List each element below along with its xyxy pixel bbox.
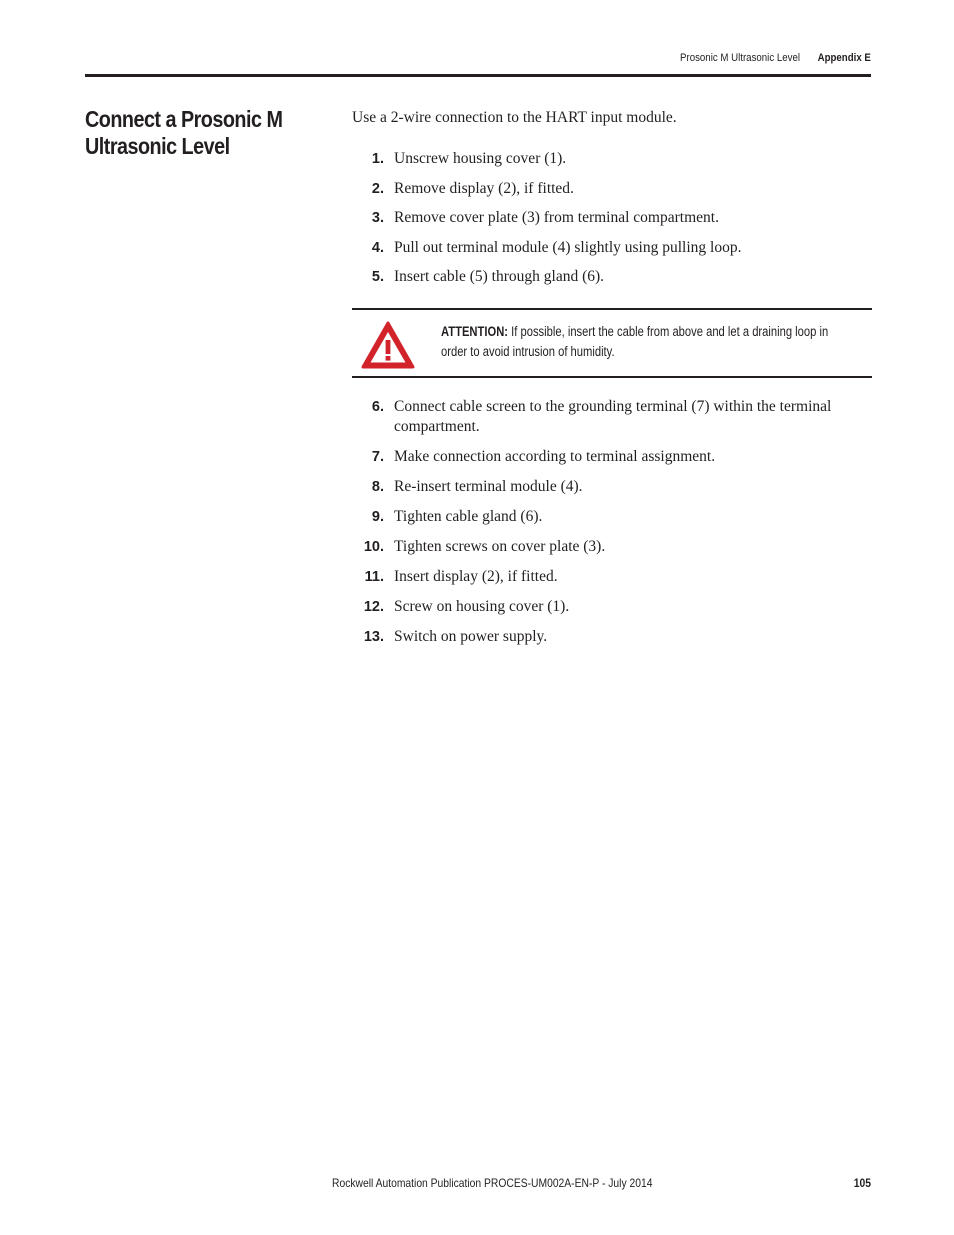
step-number: 6. (371, 399, 384, 415)
step-text: Make connection according to terminal assignment. (394, 448, 716, 465)
step-number: 5. (371, 269, 384, 286)
steps-list-part2 (352, 397, 872, 657)
step-text: Screw on housing cover (1). (394, 598, 570, 615)
step-text: Re-insert terminal module (4). (394, 478, 583, 495)
attention-label: ATTENTION: (441, 324, 509, 339)
list-item (352, 627, 872, 647)
header-rule (85, 74, 871, 77)
step-number: 4. (371, 239, 384, 256)
step-number: 1. (371, 151, 384, 167)
step-number: 7. (371, 449, 384, 465)
list-item (352, 537, 872, 557)
step-number: 9. (371, 509, 384, 525)
step-text: Tighten screws on cover plate (3). (394, 538, 606, 555)
list-item (352, 597, 872, 617)
warning-triangle-icon (360, 320, 416, 370)
list-item (352, 238, 872, 258)
step-text: Insert cable (5) through gland (6). (394, 268, 605, 286)
list-item (352, 397, 872, 437)
footer-publication: Rockwell Automation Publication PROCES-UM002A-EN-P - July 2014 (332, 1176, 653, 1190)
step-text: Unscrew housing cover (1). (394, 150, 567, 167)
running-header (680, 52, 871, 64)
attention-box (352, 308, 872, 378)
list-item (352, 477, 872, 497)
list-item (352, 447, 872, 467)
list-item (352, 149, 872, 169)
step-text: Connect cable screen to the grounding terminal (7) within the terminal compartment. (394, 398, 832, 435)
list-item (352, 507, 872, 527)
step-text: Remove cover plate (3) from terminal compartment. (394, 209, 719, 227)
intro-text: Use a 2-wire connection to the HART input module. (352, 109, 677, 126)
step-number: 10. (363, 539, 384, 555)
step-number: 8. (371, 479, 384, 495)
running-title: Prosonic M Ultrasonic Level (680, 52, 801, 64)
list-item (352, 208, 872, 228)
step-text: Switch on power supply. (394, 628, 548, 645)
list-item (352, 567, 872, 587)
step-number: 2. (371, 180, 384, 197)
attention-text: If possible, insert the cable from above and let a draining loop in order to avoid intrusion of humidity. (441, 324, 829, 359)
step-number: 12. (363, 599, 384, 615)
step-text: Pull out terminal module (4) slightly using pulling loop. (394, 238, 742, 256)
step-text: Tighten cable gland (6). (394, 508, 543, 525)
step-number: 13. (363, 629, 384, 645)
section-title: Connect a Prosonic M Ultrasonic Level (85, 106, 283, 159)
list-item (352, 179, 872, 199)
step-text: Remove display (2), if fitted. (394, 179, 574, 197)
step-text: Insert display (2), if fitted. (394, 568, 558, 585)
step-number: 3. (371, 210, 384, 227)
step-number: 11. (364, 569, 384, 585)
page-number: 105 (853, 1176, 871, 1190)
steps-list-part1 (352, 149, 872, 297)
appendix-label: Appendix E (817, 52, 871, 64)
list-item (352, 267, 872, 287)
attention-message (441, 322, 848, 362)
